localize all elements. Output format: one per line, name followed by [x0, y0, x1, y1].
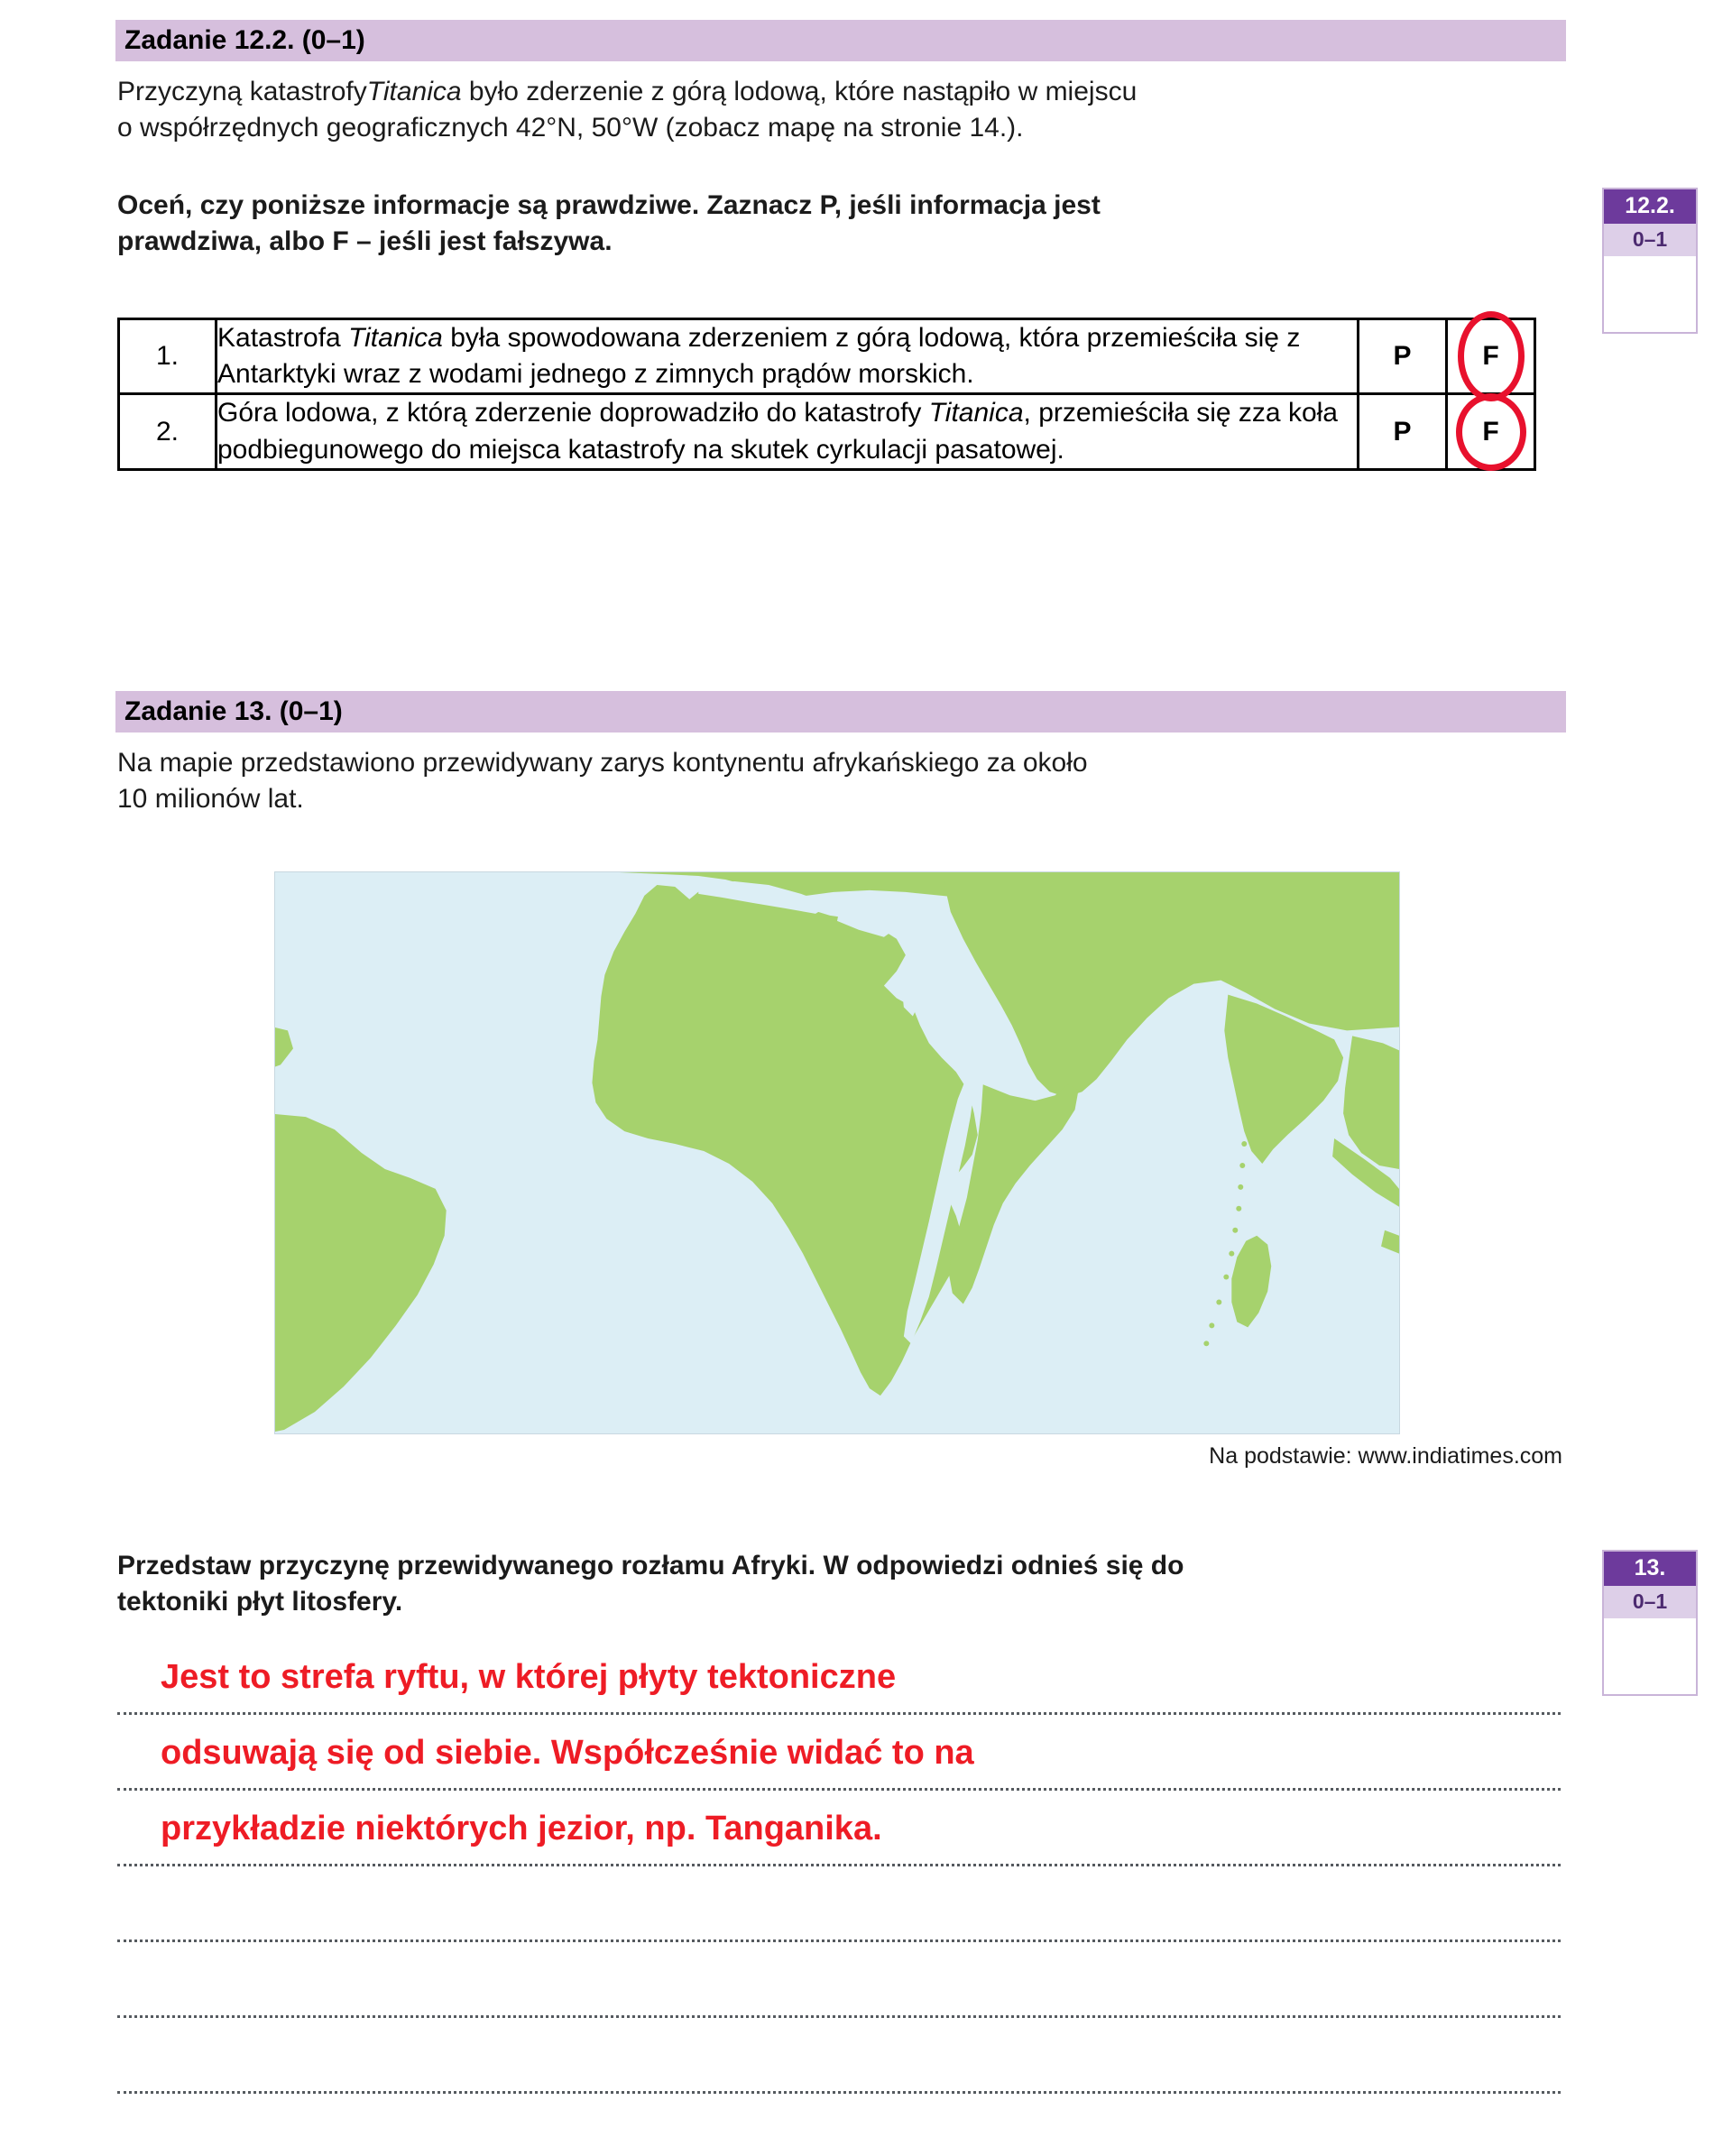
island-dot: [1114, 1037, 1119, 1042]
statement-1-pre: Katastrofa: [217, 323, 349, 353]
task-12-2-instruction: [117, 188, 1525, 259]
island-dot: [1245, 1121, 1250, 1127]
table-row: [119, 319, 1535, 394]
task-13-question: [117, 1548, 1534, 1619]
statement-2-pre: Góra lodowa, z którą zderzenie doprowadziło do katastrofy: [217, 398, 929, 428]
map-svg: [275, 872, 1399, 1433]
score-box-13-range: 0–1: [1604, 1586, 1696, 1618]
island-dot: [1236, 1206, 1241, 1212]
row-statement-2: [216, 394, 1359, 469]
task-13-intro-line-2: 10 milionów lat.: [117, 783, 304, 814]
score-box-13-number: 13.: [1604, 1552, 1696, 1586]
island-dot: [1209, 1322, 1214, 1328]
titanica-italic-3: Titanica: [928, 398, 1024, 428]
task-12-2-intro: [117, 74, 1561, 145]
task-12-2-title: Zadanie 12.2. (0–1): [124, 25, 365, 55]
true-false-table: [117, 318, 1536, 471]
statement-2-post: , przemieściła się zza koła podbiegunowego do miejsca katastrofy na skutek cyrkulacji pasatowej.: [217, 398, 1338, 465]
statement-1-post: była spowodowana zderzeniem z górą lodową, która przemieściła się z Antarktyki wraz z wodami jednego z zimnych prądów morskich.: [217, 323, 1301, 390]
task-13-intro-line-1: Na mapie przedstawiono przewidywany zarys kontynentu afrykańskiego za około: [117, 748, 1088, 778]
answer-option-f-row-1[interactable]: [1447, 319, 1535, 394]
island-dot: [1238, 1184, 1243, 1190]
answer-rule-6[interactable]: [117, 2091, 1561, 2094]
island-dot: [1239, 1163, 1245, 1168]
titanica-italic-2: Titanica: [348, 323, 443, 353]
answer-option-f-label-row-1: F: [1482, 341, 1499, 372]
africa-rift-map: [274, 871, 1400, 1434]
score-box-13: [1602, 1550, 1698, 1696]
answer-rule-4[interactable]: [117, 1939, 1561, 1942]
answer-rule-1[interactable]: [117, 1712, 1561, 1715]
instruction-line-1: Oceń, czy poniższe informacje są prawdziwe. Zaznacz P, jeśli informacja jest: [117, 190, 1101, 220]
student-answer-line-2: odsuwają się od siebie. Współcześnie widać to na: [161, 1734, 974, 1772]
island-dot: [1203, 1341, 1209, 1346]
row-statement-1: [216, 319, 1359, 394]
intro-line-2: o współrzędnych geograficznych 42°N, 50°W (zobacz mapę na stronie 14.).: [117, 112, 1024, 143]
student-answer-line-1: Jest to strefa ryftu, w której płyty tektoniczne: [161, 1658, 897, 1696]
answer-rule-5[interactable]: [117, 2015, 1561, 2018]
island-dot: [1100, 996, 1105, 1001]
score-box-13-blank[interactable]: [1604, 1618, 1696, 1694]
task-12-2-header-bar: [115, 20, 1566, 61]
answer-option-f-row-2[interactable]: [1447, 394, 1535, 469]
score-box-12-2-number: 12.2.: [1604, 189, 1696, 224]
task-13-title: Zadanie 13. (0–1): [124, 696, 343, 726]
instruction-line-2: prawdziwa, albo F – jeśli jest fałszywa.: [117, 226, 613, 256]
answer-option-p-row-2[interactable]: P: [1359, 394, 1447, 469]
answer-rule-2[interactable]: [117, 1788, 1561, 1791]
answer-rule-3[interactable]: [117, 1864, 1561, 1866]
island-dot: [1216, 1299, 1221, 1304]
row-number-1: 1.: [119, 319, 216, 394]
task-13-header-bar: [115, 691, 1566, 732]
score-box-12-2-range: 0–1: [1604, 224, 1696, 256]
island-dot: [1091, 978, 1096, 983]
answer-option-f-label-row-2: F: [1482, 416, 1499, 447]
row-number-2: 2.: [119, 394, 216, 469]
intro-text-pre: Przyczyną katastrofy: [117, 77, 367, 106]
island-dot: [1107, 1015, 1112, 1020]
score-box-12-2: [1602, 188, 1698, 334]
island-dot: [1241, 1141, 1247, 1147]
island-dot: [1223, 1275, 1229, 1280]
task-13-question-line-2: tektoniki płyt litosfery.: [117, 1586, 403, 1617]
titanica-italic-1: Titanica: [366, 77, 462, 106]
score-box-12-2-blank[interactable]: [1604, 256, 1696, 332]
map-source-credit: Na podstawie: www.indiatimes.com: [1209, 1443, 1562, 1469]
island-dot: [1232, 1228, 1238, 1233]
intro-text-post: było zderzenie z górą lodową, które nastąpiło w miejscu: [461, 77, 1138, 106]
table-row: [119, 394, 1535, 469]
task-13-intro: [117, 745, 1561, 816]
task-13-question-line-1: Przedstaw przyczynę przewidywanego rozłamu Afryki. W odpowiedzi odnieś się do: [117, 1551, 1184, 1580]
student-answer-line-3: przykładzie niektórych jezior, np. Tanganika.: [161, 1810, 882, 1847]
answer-option-p-row-1[interactable]: P: [1359, 319, 1447, 394]
island-dot: [1229, 1251, 1234, 1257]
